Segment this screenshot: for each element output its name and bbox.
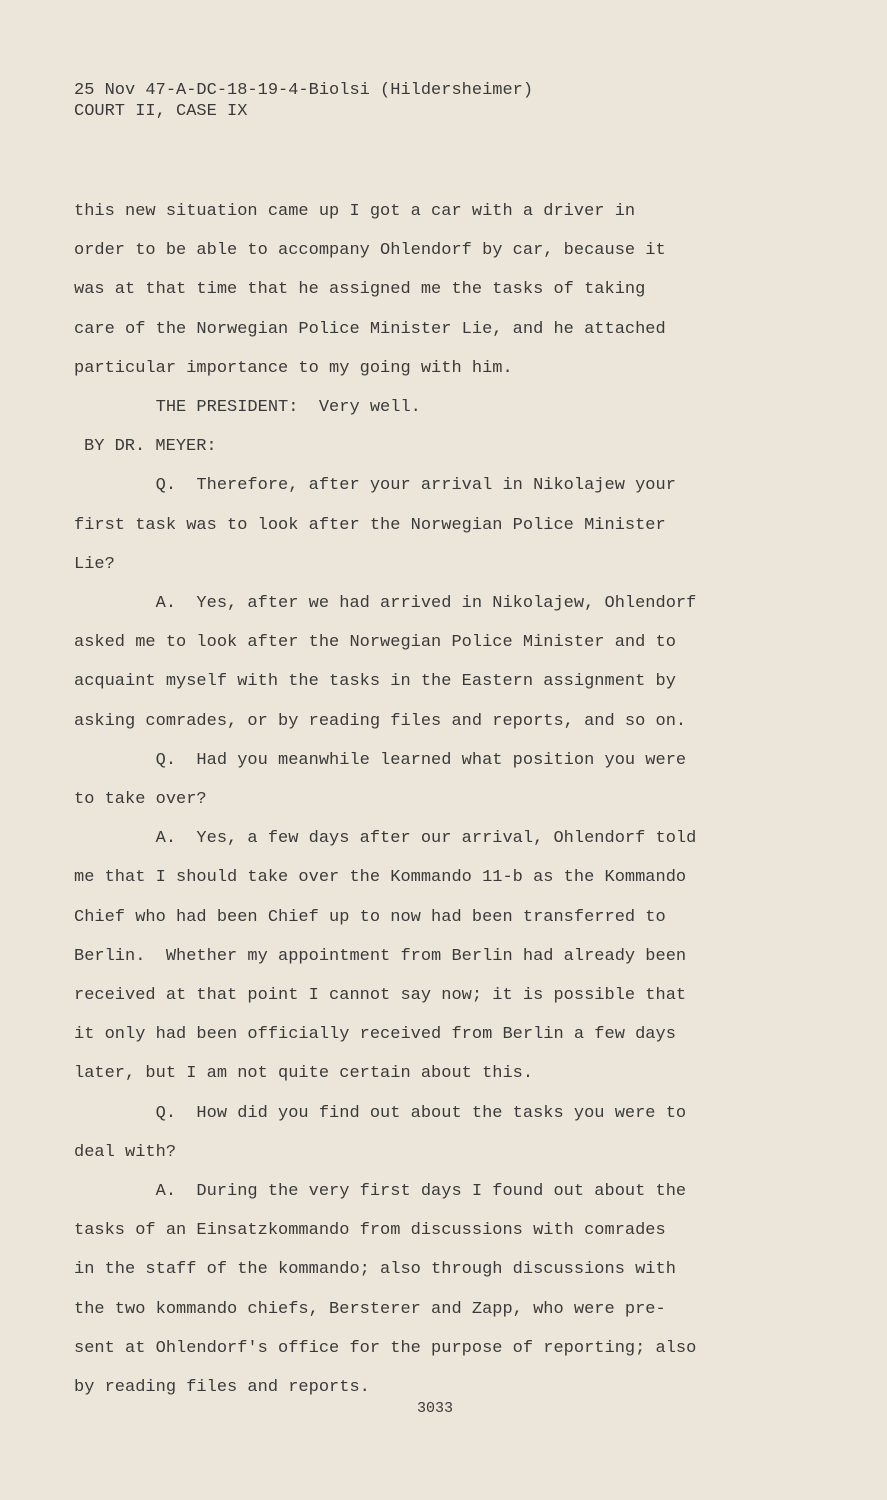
transcript-body xyxy=(74,192,804,1407)
text-line: was at that time that he assigned me the tasks of taking xyxy=(74,280,646,300)
text-line: it only had been officially received from Berlin a few days xyxy=(74,1025,676,1045)
text-line: order to be able to accompany Ohlendorf by car, because it xyxy=(74,241,666,261)
text-line: A. During the very first days I found out about the xyxy=(74,1182,687,1202)
text-line: deal with? xyxy=(74,1142,177,1162)
text-line: Q. Had you meanwhile learned what position you were xyxy=(74,750,687,770)
document-header xyxy=(74,80,533,122)
text-line: tasks of an Einsatzkommando from discussions with comrades xyxy=(74,1221,666,1241)
text-line: care of the Norwegian Police Minister Lie, and he attached xyxy=(74,319,666,339)
text-line: the two kommando chiefs, Bersterer and Zapp, who were pre- xyxy=(74,1299,666,1319)
text-line: THE PRESIDENT: Very well. xyxy=(74,398,421,418)
text-line: asked me to look after the Norwegian Police Minister and to xyxy=(74,633,676,653)
text-line: Chief who had been Chief up to now had been transferred to xyxy=(74,907,666,927)
text-line: by reading files and reports. xyxy=(74,1378,370,1398)
text-line: me that I should take over the Kommando 11-b as the Kommando xyxy=(74,868,687,888)
text-line: Lie? xyxy=(74,554,115,574)
text-line: Berlin. Whether my appointment from Berlin had already been xyxy=(74,946,687,966)
text-line: acquaint myself with the tasks in the Eastern assignment by xyxy=(74,672,676,692)
text-line: BY DR. MEYER: xyxy=(84,437,217,457)
header-line: COURT II, CASE IX xyxy=(74,102,248,121)
text-line: this new situation came up I got a car with a driver in xyxy=(74,202,636,221)
text-line: later, but I am not quite certain about this. xyxy=(74,1064,534,1084)
text-line: A. Yes, after we had arrived in Nikolajew, Ohlendorf xyxy=(74,594,697,614)
text-line: Q. Therefore, after your arrival in Nikolajew your xyxy=(74,476,676,496)
text-line: A. Yes, a few days after our arrival, Ohlendorf told xyxy=(74,829,697,849)
text-line: sent at Ohlendorf's office for the purpose of reporting; also xyxy=(74,1338,697,1358)
text-line: in the staff of the kommando; also through discussions with xyxy=(74,1260,676,1280)
header-line: 25 Nov 47-A-DC-18-19-4-Biolsi (Hildersheimer) xyxy=(74,81,534,100)
text-line: received at that point I cannot say now; it is possible that xyxy=(74,986,687,1006)
page-number: 3033 xyxy=(417,1400,454,1417)
text-line: asking comrades, or by reading files and reports, and so on. xyxy=(74,711,687,731)
text-line: to take over? xyxy=(74,790,207,810)
text-line: first task was to look after the Norwegian Police Minister xyxy=(74,515,666,535)
text-line: particular importance to my going with him. xyxy=(74,358,513,378)
text-line: Q. How did you find out about the tasks you were to xyxy=(74,1103,687,1123)
